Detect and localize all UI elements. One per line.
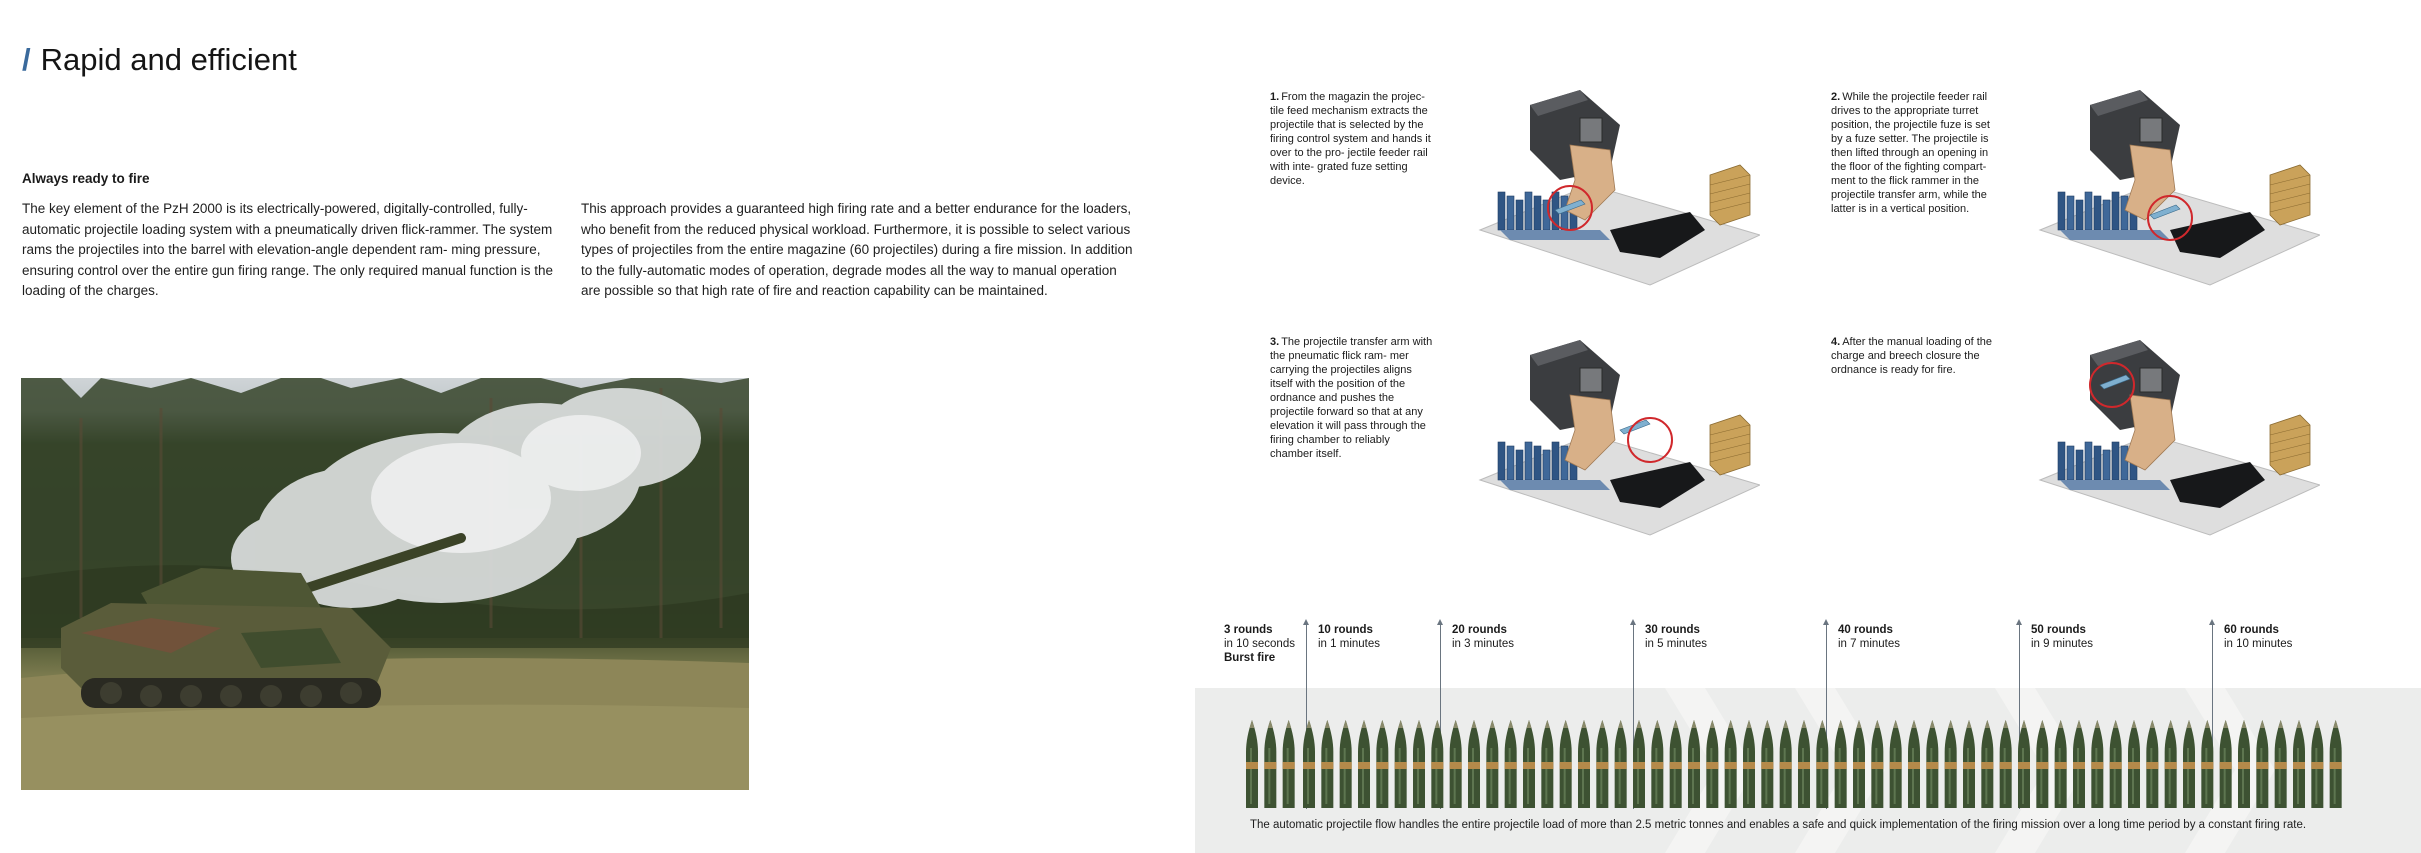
step-4-illustration — [2020, 330, 2320, 545]
step-2-number: 2. — [1831, 91, 1841, 103]
step-4-description: After the manual loading of the charge and breech closure the ordnance is ready for fire. — [1831, 336, 1993, 376]
step-4-number: 4. — [1831, 336, 1841, 348]
milestone-3 — [1452, 623, 1514, 651]
charge-crate-icon — [2270, 415, 2310, 475]
projectile-icon — [2018, 720, 2030, 808]
projectile-icon — [1615, 720, 1627, 808]
projectile-icon — [1468, 720, 1480, 808]
projectile-icon — [1340, 720, 1352, 808]
projectile-icon — [2275, 720, 2287, 808]
milestone-time: in 5 minutes — [1645, 638, 1708, 650]
step-3-number: 3. — [1270, 336, 1280, 348]
howitzer-photo — [21, 378, 749, 790]
howitzer-photo-illustration — [21, 378, 749, 790]
projectile-icon — [1871, 720, 1883, 808]
body-paragraph-1: The key element of the PzH 2000 is its electrically-powered, digitally-controlled, fully- automatic projectile loading system with a pneumatically driven flick-rammer. The system rams the projectiles into the barrel with elevation-angle dependent ram- ming pressure, ensuring control over the entire gun firing range. The only required manual function is the loading of the charges. — [22, 201, 554, 299]
projectile-icon — [2201, 720, 2213, 808]
milestone-rounds: 3 rounds — [1224, 624, 1273, 636]
projectile-icon — [1688, 720, 1700, 808]
band-caption: The automatic projectile flow handles the entire projectile load of more than 2.5 metric tonnes and enables a safe and quick implementation of the firing mission over a long time period by a constant firing rate. — [1250, 819, 2307, 831]
milestone-time: in 9 minutes — [2031, 638, 2094, 650]
step-2-description: While the projectile feeder rail drives to the appropriate turret position, the projectile fuze is set by a fuze setter. The projectile is then lifted through an opening in the floor of the fighting compart- ment to the flick rammer in the projectile transfer arm, while the latter is in a vertical position. — [1831, 91, 1990, 215]
charge-crate-icon — [1710, 165, 1750, 225]
projectile-icon — [1358, 720, 1370, 808]
projectile-icon — [1523, 720, 1535, 808]
milestone-1 — [1224, 623, 1295, 665]
projectile-icon — [1835, 720, 1847, 808]
projectile-icon — [1450, 720, 1462, 808]
projectile-icon — [1303, 720, 1315, 808]
projectile-icon — [2256, 720, 2268, 808]
projectile-icon — [1376, 720, 1388, 808]
milestone-rounds: 30 rounds — [1645, 624, 1700, 636]
projectile-icon — [1853, 720, 1865, 808]
projectile-icon — [2073, 720, 2085, 808]
step-4-text — [1831, 335, 1996, 377]
milestone-extra: Burst fire — [1224, 652, 1276, 664]
projectile-icon — [1283, 720, 1295, 808]
projectile-icon — [2128, 720, 2140, 808]
projectile-icon — [1264, 720, 1276, 808]
projectile-icon — [2110, 720, 2122, 808]
projectile-icon — [1963, 720, 1975, 808]
projectile-icon — [1395, 720, 1407, 808]
step-2-text — [1831, 90, 1996, 216]
projectile-icon — [1560, 720, 1572, 808]
step-1-description: From the magazin the projec- tile feed mechanism extracts the projectile that is selected by the firing control system and hands it over to the pro- jectile feeder rail with inte- grated fuze setting device. — [1270, 91, 1431, 187]
milestone-rounds: 10 rounds — [1318, 624, 1373, 636]
step-1-text — [1270, 90, 1435, 188]
projectile-icon — [1816, 720, 1828, 808]
projectile-icon — [1908, 720, 1920, 808]
milestone-rounds: 60 rounds — [2224, 624, 2279, 636]
title-slash: / — [22, 42, 31, 77]
step-3-description: The projectile transfer arm with the pneumatic flick ram- mer carrying the projectiles aligns itself with the position of the ordnance and pushes the projectile forward so that at any elevation it will pass through the firing chamber to reliably chamber itself. — [1270, 336, 1433, 460]
projectile-icon — [1926, 720, 1938, 808]
projectile-icon — [1761, 720, 1773, 808]
projectile-icon — [2220, 720, 2232, 808]
projectile-icon — [1413, 720, 1425, 808]
projectile-icon — [2055, 720, 2067, 808]
projectile-icon — [1431, 720, 1443, 808]
projectile-icon — [1670, 720, 1682, 808]
projectile-icon — [2330, 720, 2342, 808]
projectile-icon — [1725, 720, 1737, 808]
projectile-icon — [1706, 720, 1718, 808]
projectile-icon — [1945, 720, 1957, 808]
milestone-time: in 10 seconds — [1224, 638, 1295, 650]
projectile-icon — [1578, 720, 1590, 808]
step-3-illustration — [1460, 330, 1760, 545]
step-1-illustration — [1460, 80, 1760, 295]
section-heading: Always ready to fire — [22, 171, 150, 186]
milestone-7 — [2224, 623, 2292, 651]
milestone-4 — [1645, 623, 1707, 651]
projectile-icon — [1321, 720, 1333, 808]
milestone-time: in 7 minutes — [1838, 638, 1901, 650]
projectile-icon — [1890, 720, 1902, 808]
milestone-rounds: 20 rounds — [1452, 624, 1507, 636]
projectile-icon — [1596, 720, 1608, 808]
projectile-icon — [2293, 720, 2305, 808]
milestone-rounds: 50 rounds — [2031, 624, 2086, 636]
projectile-icon — [1651, 720, 1663, 808]
projectile-icon — [2036, 720, 2048, 808]
projectile-icon — [1981, 720, 1993, 808]
milestone-time: in 1 minutes — [1318, 638, 1381, 650]
step-2-illustration — [2020, 80, 2320, 295]
projectile-icon — [1743, 720, 1755, 808]
projectile-icon — [2000, 720, 2012, 808]
projectile-icon — [2165, 720, 2177, 808]
projectile-icon — [2238, 720, 2250, 808]
projectile-icon — [2146, 720, 2158, 808]
body-paragraph-2: This approach provides a guaranteed high firing rate and a better endurance for the loaders, who benefit from the reduced physical workload. Furthermore, it is possible to select various types of projectiles from the entire magazine (60 projectiles) during a fire mission. In addition to the fully-automatic modes of operation, degrade modes all the way to manual operation are possible so that high rate of fire and reaction capability can be maintained. — [581, 201, 1133, 299]
projectile-icon — [1780, 720, 1792, 808]
projectile-icon — [1505, 720, 1517, 808]
projectile-icon — [2091, 720, 2103, 808]
step-1-number: 1. — [1270, 91, 1280, 103]
projectile-icon — [2183, 720, 2195, 808]
milestone-2 — [1318, 623, 1380, 651]
projectile-icon — [1486, 720, 1498, 808]
projectile-icon — [2311, 720, 2323, 808]
projectile-icon — [1246, 720, 1258, 808]
projectile-icon — [1541, 720, 1553, 808]
charge-crate-icon — [1710, 415, 1750, 475]
milestone-6 — [2031, 623, 2093, 651]
step-3-text — [1270, 335, 1435, 461]
projectile-icon — [1798, 720, 1810, 808]
projectile-icon — [1633, 720, 1645, 808]
milestone-time: in 10 minutes — [2224, 638, 2293, 650]
page-title-text: Rapid and efficient — [40, 42, 297, 77]
projectile-row — [1246, 718, 2356, 813]
milestone-5 — [1838, 623, 1900, 651]
milestone-rounds: 40 rounds — [1838, 624, 1893, 636]
milestone-time: in 3 minutes — [1452, 638, 1515, 650]
page-title — [22, 42, 297, 78]
charge-crate-icon — [2270, 165, 2310, 225]
